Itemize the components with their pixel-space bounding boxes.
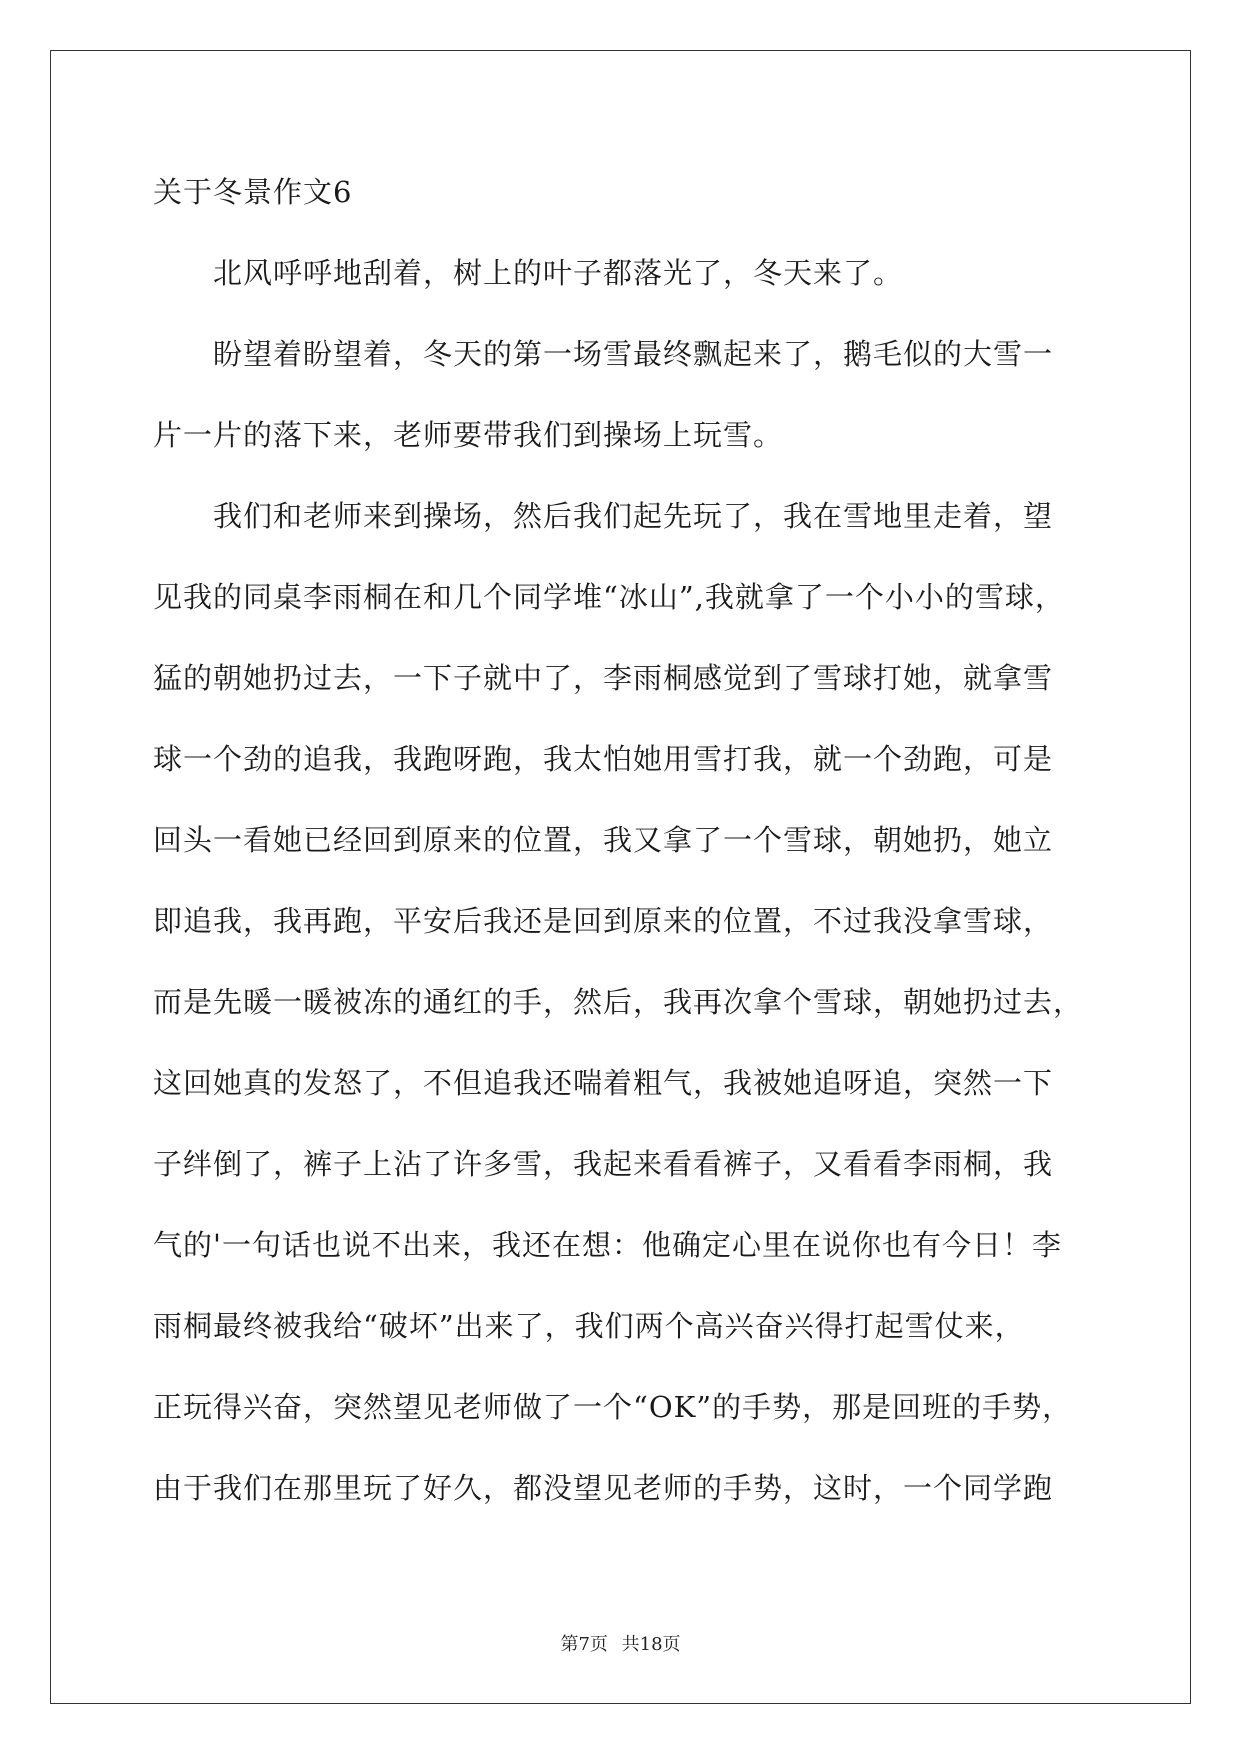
paragraph-line: 回头一看她已经回到原来的位置，我又拿了一个雪球，朝她扔，她立 <box>153 823 1054 857</box>
page-number: 第7页 <box>560 1634 608 1655</box>
paragraph-line: 我们和老师来到操场，然后我们起先玩了，我在雪地里走着，望 <box>213 499 1054 533</box>
page-footer <box>0 1633 1241 1657</box>
paragraph-line: 由于我们在那里玩了好久，都没望见老师的手势，这时，一个同学跑 <box>153 1471 1054 1505</box>
paragraph-line: 猛的朝她扔过去，一下子就中了，李雨桐感觉到了雪球打她，就拿雪 <box>153 661 1054 695</box>
page-total: 共18页 <box>621 1634 681 1655</box>
paragraph-line: 这回她真的发怒了，不但追我还喘着粗气，我被她追呀追，突然一下 <box>153 1066 1054 1100</box>
paragraph-line: 即追我，我再跑，平安后我还是回到原来的位置，不过我没拿雪球， <box>153 904 1054 938</box>
paragraph-line: 子绊倒了，裤子上沾了许多雪，我起来看看裤子，又看看李雨桐，我 <box>153 1147 1054 1181</box>
paragraph-line: 见我的同桌李雨桐在和几个同学堆“冰山”,我就拿了一个小小的雪球， <box>153 580 1065 614</box>
paragraph-line: 北风呼呼地刮着，树上的叶子都落光了，冬天来了。 <box>213 256 904 290</box>
paragraph-line: 正玩得兴奋，突然望见老师做了一个“OK”的手势，那是回班的手势， <box>153 1390 1073 1424</box>
paragraph-line: 盼望着盼望着，冬天的第一场雪最终飘起来了，鹅毛似的大雪一 <box>213 337 1054 371</box>
paragraph-line: 片一片的落下来，老师要带我们到操场上玩雪。 <box>153 418 784 452</box>
paragraph-line: 雨桐最终被我给“破坏”出来了，我们两个高兴奋兴得打起雪仗来， <box>153 1309 1025 1343</box>
document-title: 关于冬景作文6 <box>153 175 353 209</box>
paragraph-line: 而是先暖一暖被冻的通红的手，然后，我再次拿个雪球，朝她扔过去， <box>153 985 1084 1019</box>
paragraph-line: 气的'一句话也说不出来，我还在想：他确定心里在说你也有今日！李 <box>153 1228 1062 1262</box>
paragraph-line: 球一个劲的追我，我跑呀跑，我太怕她用雪打我，就一个劲跑，可是 <box>153 742 1054 776</box>
page-frame <box>50 50 1191 1704</box>
